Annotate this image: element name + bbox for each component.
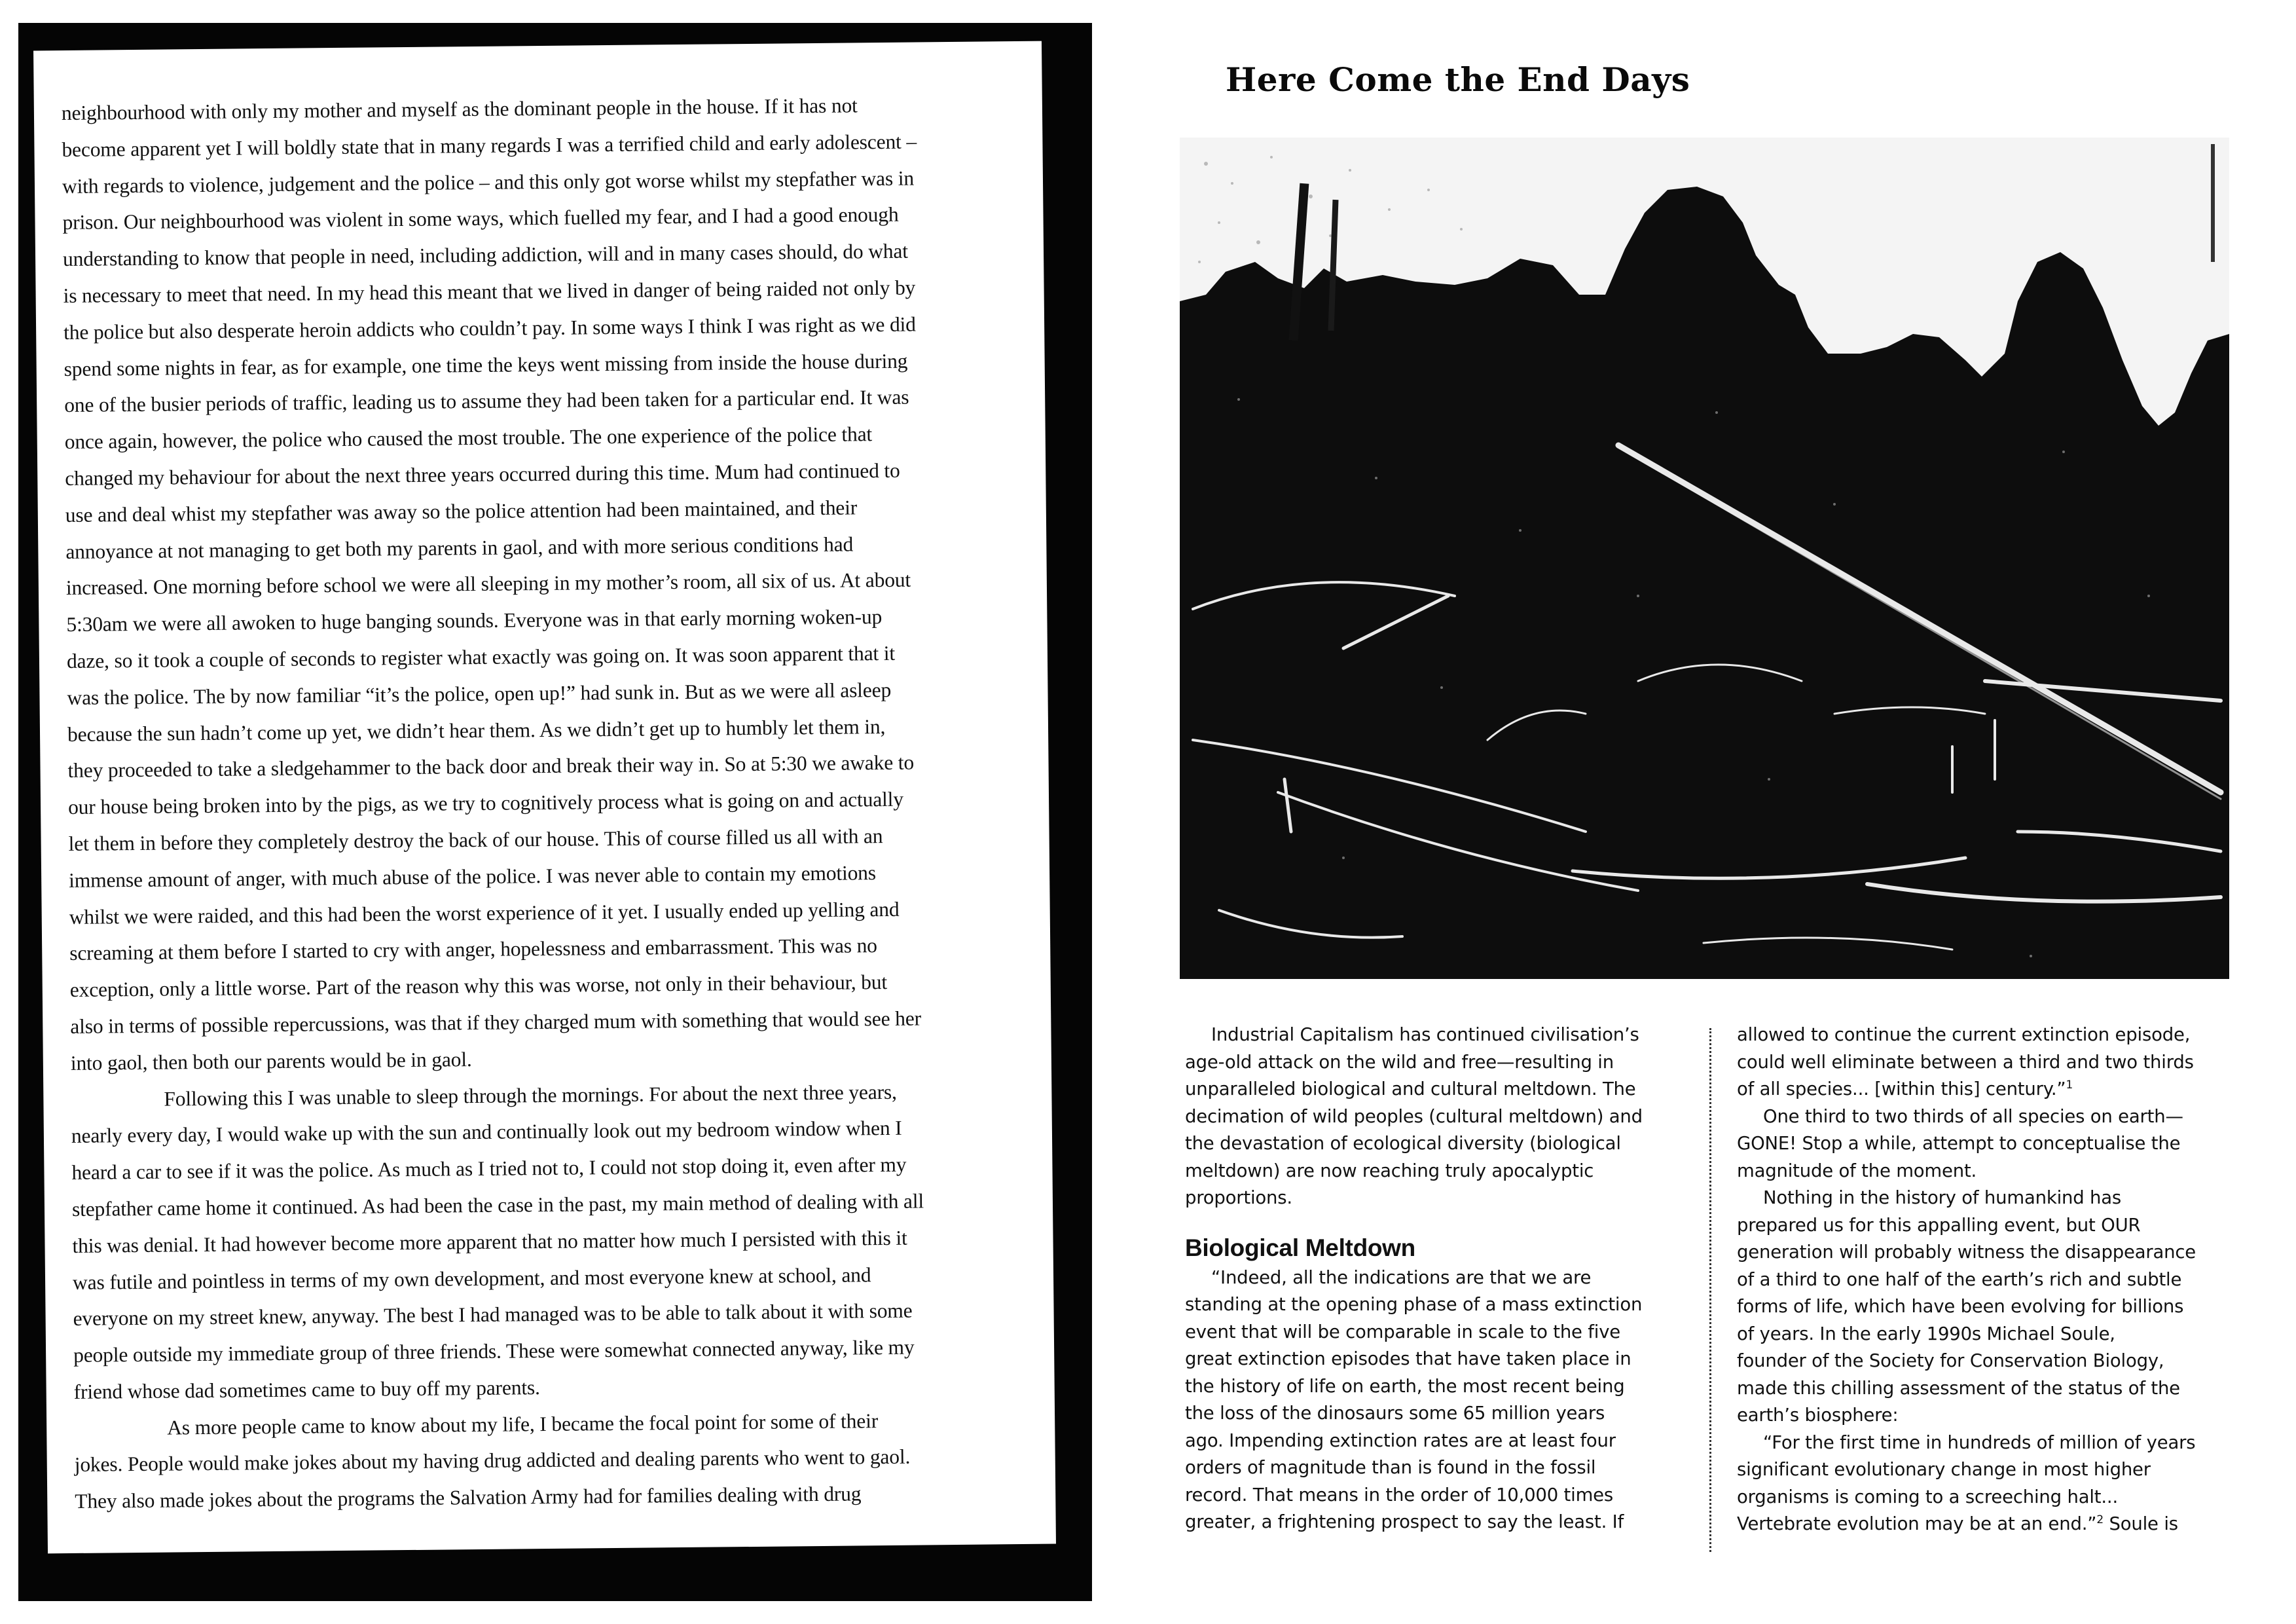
article-line: “For the first time in hundreds of million of years xyxy=(1763,1431,2196,1453)
memoir-line: understanding to know that people in need, including addiction, will and in many cases should, do what xyxy=(62,239,909,271)
memoir-line: use and deal whist my stepfather was away so the police attention had been maintained, and their xyxy=(65,496,858,526)
article-line: unparalleled biological and cultural meltdown. The xyxy=(1185,1079,1636,1099)
memoir-line: they proceeded to take a sledgehammer to the back door and break their way in. So at 5:30 we awake to xyxy=(67,750,915,783)
memoir-line: the police but also desperate heroin addicts who couldn’t pay. In some ways I think I was right as we did xyxy=(63,312,916,344)
memoir-paragraph xyxy=(71,1073,1009,1411)
article-line: the history of life on earth, the most recent being xyxy=(1185,1375,1625,1397)
memoir-line: jokes. People would make jokes about my having drug addicted and dealing parents who went to gaol. xyxy=(74,1445,911,1477)
quote-end-text: Vertebrate evolution may be at an end.” xyxy=(1737,1513,2097,1534)
article-line: ago. Impending extinction rates are at least four xyxy=(1185,1430,1616,1451)
article-paragraph xyxy=(1737,1430,2261,1538)
article-line: the loss of the dinosaurs some 65 million years xyxy=(1185,1403,1605,1424)
memoir-text xyxy=(62,86,1010,1520)
memoir-line: 5:30am we were all awoken to huge banging sounds. Everyone was in that early morning woken-up xyxy=(66,605,883,637)
article-line: the devastation of ecological diversity (biological xyxy=(1185,1133,1621,1154)
article-line: age-old attack on the wild and free—resulting in xyxy=(1185,1051,1614,1073)
memoir-line: nearly every day, I would wake up with the sun and continually look out my bedroom window when I xyxy=(71,1116,902,1148)
memoir-line: with regards to violence, judgement and the police – and this only got worse whilst my stepfather was in xyxy=(62,166,915,198)
memoir-line: They also made jokes about the programs the Salvation Army had for families dealing with drug xyxy=(75,1482,862,1513)
footnote-marker: 1 xyxy=(2066,1079,2073,1092)
article-line: “Indeed, all the indications are that we are xyxy=(1211,1266,1592,1288)
memoir-line: stepfather came home it continued. As had been the case in the past, my main method of dealing with all xyxy=(71,1189,924,1221)
article-line: of all species... [within this] century.” xyxy=(1737,1079,2066,1099)
article-line: made this chilling assessment of the status of the xyxy=(1737,1377,2180,1399)
article-line: significant evolutionary change in most higher xyxy=(1737,1459,2151,1480)
article-line: greater, a frightening prospect to say the least. If xyxy=(1185,1511,1624,1532)
article-title: Here Come the End Days xyxy=(1226,60,1690,99)
article-line: magnitude of the moment. xyxy=(1737,1160,1977,1181)
memoir-line: increased. One morning before school we were all sleeping in my mother’s room, all six of us. At about xyxy=(65,568,911,600)
memoir-line: people outside my immediate group of three friends. These were somewhat connected anyway, like my xyxy=(73,1335,915,1367)
article-line: of a third to one half of the earth’s rich and subtle xyxy=(1737,1268,2182,1290)
memoir-line: one of the busier periods of traffic, leading us to assume they had been taken for a particular end. It was xyxy=(64,386,909,417)
forest-photo xyxy=(1180,138,2229,979)
continued-text: Soule is xyxy=(2103,1513,2178,1534)
left-page-scan xyxy=(0,0,1139,1624)
memoir-line: daze, so it took a couple of seconds to register what exactly was going on. It was soon apparent that it xyxy=(66,641,896,673)
article-line: earth’s biosphere: xyxy=(1737,1405,1899,1426)
footnote-marker: 2 xyxy=(2096,1513,2104,1526)
memoir-line: Following this I was unable to sleep through the mornings. For about the next three years, xyxy=(164,1080,897,1111)
memoir-paragraph xyxy=(62,86,1006,1081)
section-heading: Biological Meltdown xyxy=(1185,1234,1415,1261)
memoir-line: because the sun hadn’t come up yet, we didn’t hear them. As we didn’t get up to humbly let them in, xyxy=(67,714,886,746)
memoir-line: friend whose dad sometimes came to buy off my parents. xyxy=(73,1376,540,1403)
article-paragraph xyxy=(1737,1185,2261,1430)
article-line: great extinction episodes that have taken place in xyxy=(1185,1348,1631,1369)
memoir-line: once again, however, the police who caused the most trouble. The one experience of the police that xyxy=(64,422,873,454)
article-line: meltdown) are now reaching truly apocalyptic xyxy=(1185,1160,1594,1181)
article-line: decimation of wild peoples (cultural meltdown) and xyxy=(1185,1105,1643,1127)
article-line: founder of the Society for Conservation Biology, xyxy=(1737,1350,2164,1371)
article-line: organisms is coming to a screeching halt... xyxy=(1737,1486,2118,1507)
article-line: forms of life, which have been evolving for billions xyxy=(1737,1296,2184,1317)
memoir-line: was futile and pointless in terms of my own development, and most everyone knew at school, and xyxy=(72,1263,871,1294)
forest-photo-illustration xyxy=(1180,138,2229,979)
article-column-1 xyxy=(1185,1022,1696,1536)
memoir-line: whilst we were raided, and this had been the worst experience of it yet. I usually ended up yelling and xyxy=(69,897,900,929)
memoir-line: also in terms of possible repercussions, was that if they charged mum with something that would see her xyxy=(70,1006,922,1038)
memoir-line: heard a car to see if it was the police. As much as I tried not to, I could not stop doing it, even after my xyxy=(71,1153,907,1185)
memoir-paragraph xyxy=(74,1401,1010,1520)
article-line: could well eliminate between a third and two thirds xyxy=(1737,1051,2194,1073)
article-line: Nothing in the history of humankind has xyxy=(1763,1187,2122,1208)
memoir-line: As more people came to know about my life, I became the focal point for some of their xyxy=(167,1409,879,1439)
memoir-line: immense amount of anger, with much abuse of the police. I was never able to contain my emotions xyxy=(69,860,877,892)
memoir-line: is necessary to meet that need. In my head this meant that we lived in danger of being raided not only by xyxy=(63,276,916,308)
article-line: record. That means in the order of 10,000 times xyxy=(1185,1484,1614,1505)
article-line: of years. In the early 1990s Michael Soule, xyxy=(1737,1323,2115,1344)
article-line xyxy=(1737,1511,2261,1538)
article-paragraph xyxy=(1185,1264,1696,1536)
memoir-line: exception, only a little worse. Part of the reason why this was worse, not only in their behaviour, but xyxy=(69,970,888,1002)
memoir-line: become apparent yet I will boldly state that in many regards I was a terrified child and early adolescent – xyxy=(62,130,917,161)
article-paragraph xyxy=(1185,1022,1696,1212)
column-divider xyxy=(1709,1028,1711,1552)
memoir-line: changed my behaviour for about the next three years occurred during this time. Mum had continued to xyxy=(65,458,900,490)
memoir-line: prison. Our neighbourhood was violent in some ways, which fuelled my fear, and I had a good enough xyxy=(62,203,899,234)
article-line: prepared us for this appalling event, but OUR xyxy=(1737,1214,2141,1236)
article-line: standing at the opening phase of a mass extinction xyxy=(1185,1294,1643,1315)
memoir-line: into gaol, then both our parents would be in gaol. xyxy=(70,1047,472,1075)
article-paragraph xyxy=(1737,1103,2261,1185)
memoir-line: this was denial. It had however become more apparent that no matter how much I persisted with this it xyxy=(72,1226,907,1257)
memoir-line: was the police. The by now familiar “it’s the police, open up!” had sunk in. But as we were all asleep xyxy=(67,678,892,709)
article-line: orders of magnitude than is found in the fossil xyxy=(1185,1457,1596,1478)
right-page-article xyxy=(1152,0,2296,1624)
article-line: allowed to continue the current extinction episode, xyxy=(1737,1024,2191,1045)
article-line: proportions. xyxy=(1185,1187,1292,1208)
memoir-line: screaming at them before I started to cry with anger, hopelessness and embarrassment. This was no xyxy=(69,934,877,965)
memoir-line: annoyance at not managing to get both my parents in gaol, and with more serious conditions had xyxy=(65,532,854,563)
article-line: generation will probably witness the disappearance xyxy=(1737,1242,2196,1263)
memoir-line: spend some nights in fear, as for example, one time the keys went missing from inside the house during xyxy=(64,349,908,380)
article-line: event that will be comparable in scale to the five xyxy=(1185,1321,1621,1342)
memoir-line: everyone on my street knew, anyway. The best I had managed was to be able to talk about it with some xyxy=(73,1299,913,1331)
article-line: GONE! Stop a while, attempt to conceptualise the xyxy=(1737,1133,2181,1154)
article-paragraph xyxy=(1737,1022,2261,1103)
memoir-line: our house being broken into by the pigs, as we try to cognitively process what is going on and actually xyxy=(67,787,904,819)
article-column-2 xyxy=(1737,1022,2261,1538)
memoir-page xyxy=(33,41,1056,1554)
article-line xyxy=(1737,1076,2261,1103)
memoir-line: let them in before they completely destroy the back of our house. This of course filled us all with an xyxy=(68,824,883,855)
article-line: One third to two thirds of all species on earth— xyxy=(1763,1105,2183,1127)
article-line: Industrial Capitalism has continued civilisation’s xyxy=(1211,1024,1639,1045)
memoir-line: neighbourhood with only my mother and myself as the dominant people in the house. If it has not xyxy=(61,94,858,125)
